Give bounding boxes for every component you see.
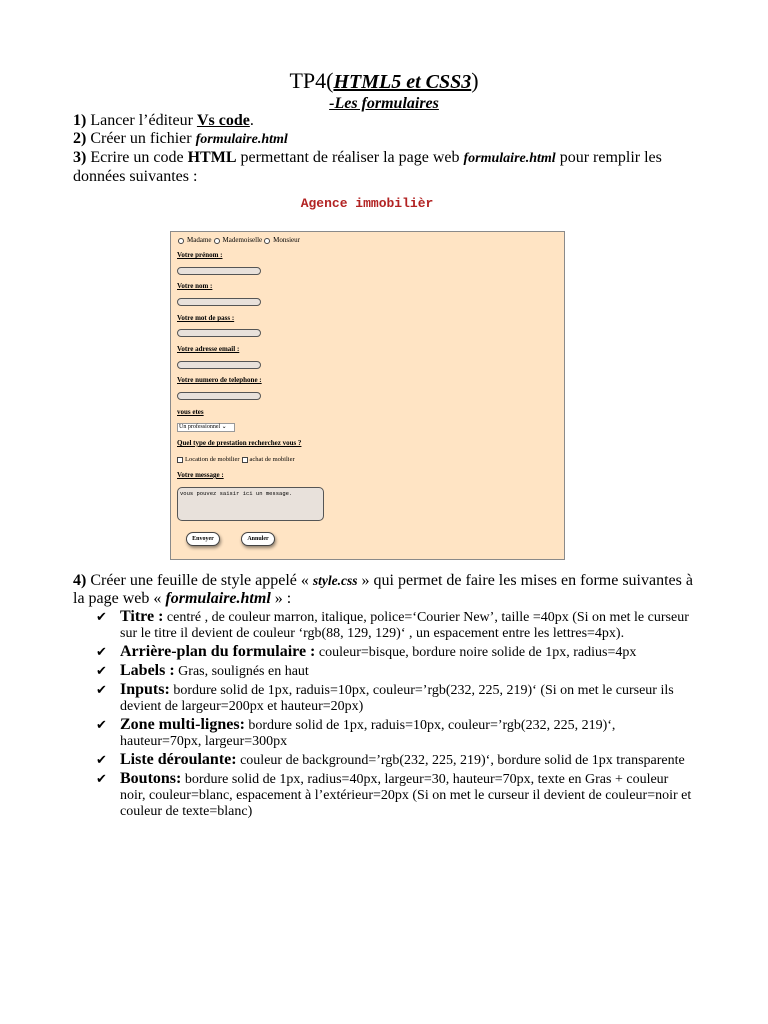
step-text: pour remplir les données suivantes : xyxy=(73,149,662,185)
rule-name: Inputs: xyxy=(120,681,170,698)
step-text: Créer une feuille de style appelé « xyxy=(86,572,313,589)
rule-name: Boutons: xyxy=(120,770,182,787)
rule-name: Liste déroulante: xyxy=(120,751,237,768)
step-filename: formulaire.html xyxy=(463,151,556,166)
step-filename: style.css xyxy=(312,573,358,588)
page-title xyxy=(0,68,768,95)
step-text: Créer un fichier xyxy=(86,130,196,147)
prestation-checkboxes xyxy=(177,455,295,464)
step-text: Ecrire un code xyxy=(86,149,188,166)
step-1 xyxy=(73,112,703,130)
step-number: 4) xyxy=(73,572,87,589)
preview-heading-text: Agence immobilièr xyxy=(300,196,434,211)
checkbox-label: Location de mobilier xyxy=(185,456,240,463)
label-prenom: Votre prénom : xyxy=(177,251,223,259)
check-mark-icon: ✔ xyxy=(96,752,107,767)
title-prefix: TP4( xyxy=(289,68,334,93)
step-3 xyxy=(73,149,703,186)
radio-mademoiselle[interactable] xyxy=(214,238,220,244)
chevron-down-icon: ⌄ xyxy=(221,424,227,430)
rule-desc: bordure solid de 1px, raduis=10px, couleur=’rgb(232, 225, 219)‘, hauteur=70px, largeur=300px xyxy=(120,718,616,749)
rule-desc: bordure solid de 1px, raduis=10px, couleur=’rgb(232, 225, 219)‘ (Si on met le curseur ils devient de largeur=200px et hauteur=20px) xyxy=(120,683,674,714)
check-mark-icon: ✔ xyxy=(96,609,107,624)
label-phone: Votre numero de telephone : xyxy=(177,376,262,384)
form-preview xyxy=(170,231,565,560)
check-mark-icon: ✔ xyxy=(96,682,107,697)
list-item xyxy=(96,752,696,769)
check-mark-icon: ✔ xyxy=(96,717,107,732)
step-text: permettant de réaliser la page web xyxy=(236,149,464,166)
password-input[interactable] xyxy=(177,329,261,337)
list-item xyxy=(96,771,696,820)
checkbox-label: achat de mobilier xyxy=(249,456,295,463)
civility-radio-group xyxy=(178,236,300,245)
list-item xyxy=(96,717,696,750)
step-text: . xyxy=(249,112,254,129)
radio-madame[interactable] xyxy=(178,238,184,244)
nom-input[interactable] xyxy=(177,298,261,306)
checkbox-achat[interactable] xyxy=(242,457,248,463)
step-filename: formulaire.html xyxy=(195,132,288,147)
preview-heading xyxy=(0,196,768,211)
checkbox-location[interactable] xyxy=(177,457,183,463)
step-text: » : xyxy=(270,590,292,607)
step-number: 3) xyxy=(73,149,87,166)
step-number: 2) xyxy=(73,130,87,147)
radio-label: Mademoiselle xyxy=(222,236,263,244)
check-mark-icon: ✔ xyxy=(96,663,107,678)
step-bold: HTML xyxy=(187,149,237,166)
message-textarea[interactable]: vous pouvez saisir ici un message. xyxy=(177,487,324,521)
step-filename: formulaire.html xyxy=(165,590,271,607)
list-item xyxy=(96,682,696,715)
reset-button[interactable]: Annuler xyxy=(241,532,275,546)
rule-desc: Gras, soulignés en haut xyxy=(174,664,309,679)
label-pass: Votre mot de pass : xyxy=(177,314,235,322)
step-text: Lancer l’éditeur xyxy=(86,112,197,129)
label-email: Votre adresse email : xyxy=(177,345,240,353)
prenom-input[interactable] xyxy=(177,267,261,275)
profile-select[interactable] xyxy=(177,423,235,432)
list-item xyxy=(96,663,696,680)
label-prestation: Quel type de prestation recherchez vous ? xyxy=(177,439,302,447)
rule-name: Titre : xyxy=(120,608,164,625)
rule-desc: centré , de couleur marron, italique, police=‘Courier New’, taille =40px (Si on met le curseur sur le titre il devient de couleur ‘rgb(88, 129, 129)‘ , un espacement entre les lettres=4px). xyxy=(120,610,689,641)
rule-desc: couleur de background=’rgb(232, 225, 219)‘, bordure solid de 1px transparente xyxy=(236,753,685,768)
title-suffix: ) xyxy=(471,68,479,93)
label-nom: Votre nom : xyxy=(177,282,213,290)
rule-name: Labels : xyxy=(120,662,175,679)
step-highlight: Vs code xyxy=(196,112,250,129)
list-item xyxy=(96,609,696,642)
rule-name: Arrière-plan du formulaire : xyxy=(120,643,316,660)
radio-monsieur[interactable] xyxy=(264,238,270,244)
label-vous: vous etes xyxy=(177,408,204,416)
step-2 xyxy=(73,130,703,149)
rule-name: Zone multi-lignes: xyxy=(120,716,245,733)
step-number: 1) xyxy=(73,112,87,129)
title-emphasis: HTML5 et CSS3 xyxy=(333,71,472,93)
check-mark-icon: ✔ xyxy=(96,644,107,659)
rule-desc: bordure solid de 1px, radius=40px, largeur=30, hauteur=70px, texte en Gras + couleur noir, couleur=blanc, espacement à l’extérieur=20px (Si on met le curseur il devient de couleur=noir et couleur de texte=blanc) xyxy=(120,772,692,819)
select-value: Un professionnel xyxy=(179,424,221,430)
radio-label: Madame xyxy=(187,236,212,244)
submit-button[interactable]: Envoyer xyxy=(186,532,220,546)
phone-input[interactable] xyxy=(177,392,261,400)
check-mark-icon: ✔ xyxy=(96,771,107,786)
list-item xyxy=(96,644,696,661)
step-text: » qui permet de faire les mises en forme suivantes à la page web « xyxy=(73,572,693,607)
steps-list xyxy=(73,112,703,186)
email-input[interactable] xyxy=(177,361,261,369)
label-message: Votre message : xyxy=(177,471,224,479)
rule-desc: couleur=bisque, bordure noire solide de 1px, radius=4px xyxy=(315,645,637,660)
style-rules-list xyxy=(96,609,696,822)
step-4 xyxy=(73,572,703,608)
radio-label: Monsieur xyxy=(273,236,300,244)
page-subtitle: -Les formulaires xyxy=(329,95,439,112)
